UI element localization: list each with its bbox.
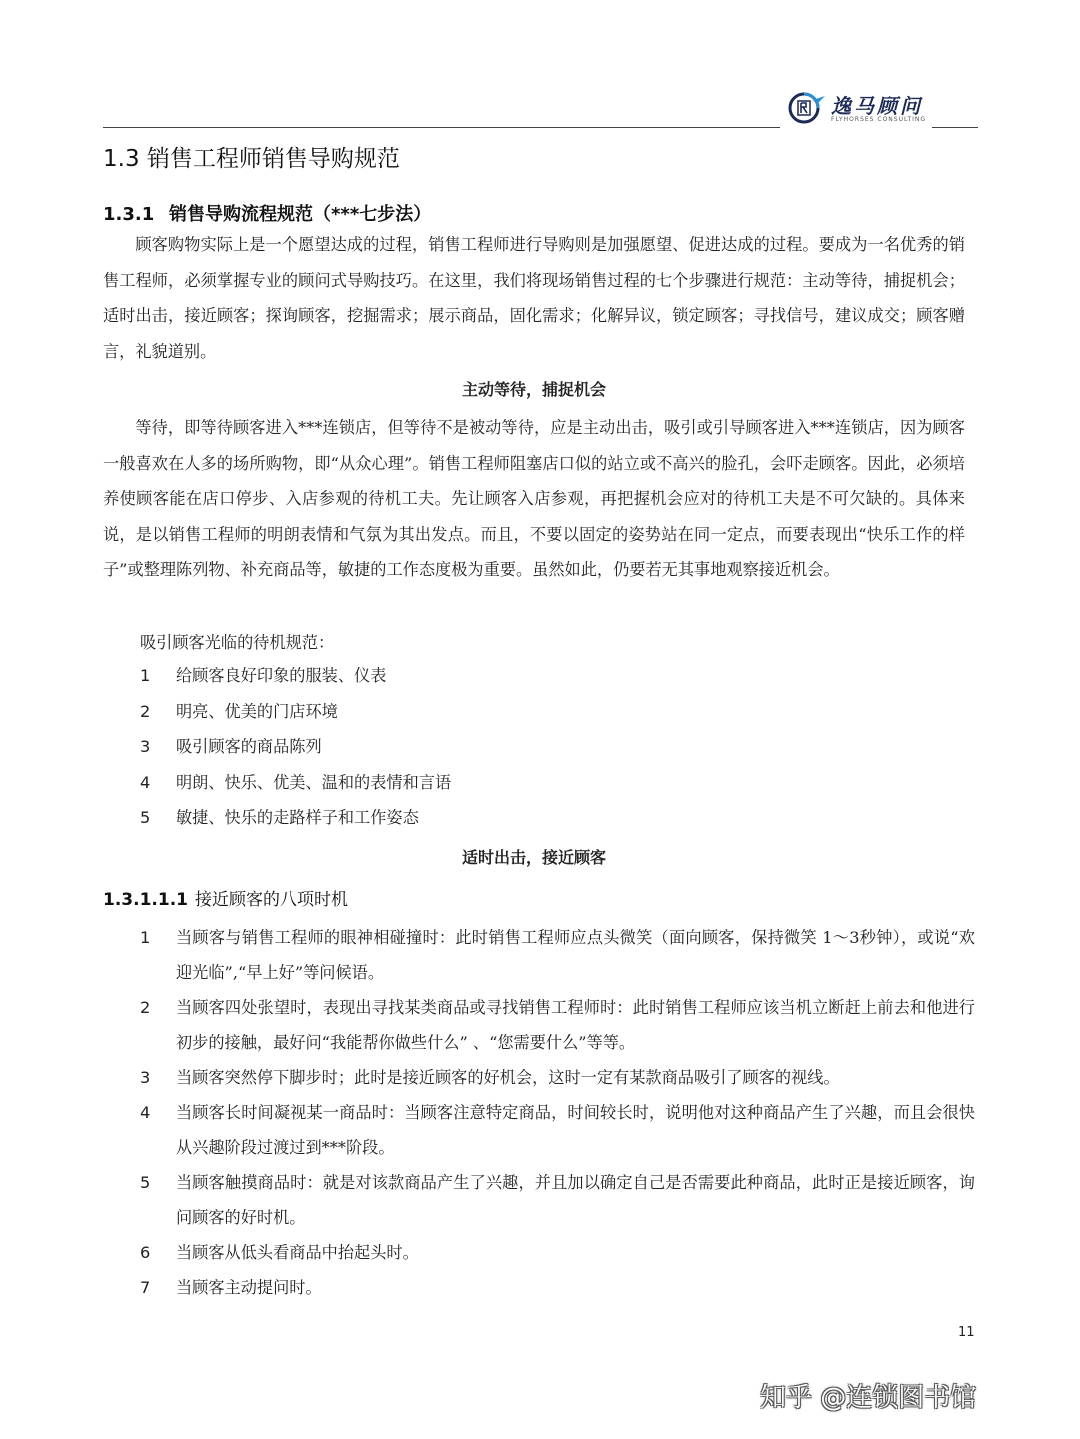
step2-list <box>140 920 975 1305</box>
logo-text: 逸马顾问 <box>831 94 923 118</box>
intro-paragraph: 顾客购物实际上是一个愿望达成的过程，销售工程师进行导购则是加强愿望、促进达成的过程。要成为一名优秀的销售工程师，必须掌握专业的顾问式导购技巧。在这里，我们将现场销售过程的七个步骤进行规范：主动等待，捕捉机会；适时出击，接近顾客；探询顾客，挖掘需求；展示商品，固化需求；化解异议，锁定顾客；寻找信号，建议成交；顾客赠言，礼貌道别。 <box>103 235 965 361</box>
list-item <box>140 1235 975 1270</box>
step2-heading-title: 接近顾客的八项时机 <box>195 890 348 910</box>
list-item <box>140 1060 975 1095</box>
list-item-number: 2 <box>140 701 151 721</box>
section-title: 1.3 销售工程师销售导购规范 <box>103 146 400 172</box>
header-rule-right <box>932 127 978 128</box>
watermark-text: 知乎 @连锁图书馆 <box>760 1383 977 1413</box>
company-logo <box>787 88 937 128</box>
intro-paragraph-block <box>103 227 965 369</box>
logo-subtext: FLYHORSES CONSULTING <box>831 116 927 123</box>
step2-title: 适时出击，接近顾客 <box>461 848 606 867</box>
list-item-number: 2 <box>140 998 151 1017</box>
list-item-number: 4 <box>140 772 151 792</box>
list-item <box>140 658 975 694</box>
list-item-text: 当顾客主动提问时。 <box>176 1278 322 1297</box>
list-item-number: 3 <box>140 737 151 756</box>
step2-heading <box>103 885 348 910</box>
subsection-number: 1.3.1 <box>103 204 155 225</box>
step2-heading-number: 1.3.1.1.1 <box>103 890 188 910</box>
step1-paragraph-block <box>103 410 965 588</box>
page-number: 11 <box>958 1325 975 1340</box>
list-item-text: 当顾客长时间凝视某一商品时：当顾客注意特定商品，时间较长时，说明他对这种商品产生了兴趣，而且会很快从兴趣阶段过渡过到***阶段。 <box>176 1103 975 1157</box>
header-rule-left <box>103 127 780 128</box>
list-item-text: 给顾客良好印象的服装、仪表 <box>176 666 387 685</box>
list-item <box>140 694 975 730</box>
list-item-text: 当顾客从低头看商品中抬起头时。 <box>176 1243 419 1262</box>
list-item <box>140 800 975 836</box>
list-item-number: 4 <box>140 1103 151 1122</box>
list-item-number: 1 <box>140 928 151 947</box>
list-item-number: 1 <box>140 666 151 685</box>
list-item <box>140 920 975 990</box>
list-item-text: 当顾客与销售工程师的眼神相碰撞时：此时销售工程师应点头微笑（面向顾客，保持微笑 1～3秒钟），或说“欢迎光临”,“早上好”等问候语。 <box>176 928 975 982</box>
list-item-text: 当顾客突然停下脚步时；此时是接近顾客的好机会，这时一定有某款商品吸引了顾客的视线。 <box>176 1068 840 1087</box>
list-item <box>140 729 975 765</box>
list-item <box>140 765 975 801</box>
logo-emblem-icon <box>787 90 827 126</box>
list-item <box>140 990 975 1060</box>
list-item <box>140 1165 975 1235</box>
list-item-text: 明朗、快乐、优美、温和的表情和言语 <box>176 772 452 792</box>
step1-list-intro: 吸引顾客光临的待机规范： <box>140 633 335 652</box>
list-item-text: 吸引顾客的商品陈列 <box>176 737 322 756</box>
list-item <box>140 1095 975 1165</box>
list-item-text: 当顾客触摸商品时：就是对该款商品产生了兴趣，并且加以确定自己是否需要此种商品，此时正是接近顾客，询问顾客的好时机。 <box>176 1173 975 1227</box>
subsection-title: 销售导购流程规范（***七步法） <box>169 204 432 225</box>
list-item <box>140 1270 975 1305</box>
list-item-text: 明亮、优美的门店环境 <box>176 701 338 721</box>
list-item-text: 敏捷、快乐的走路样子和工作姿态 <box>176 808 419 827</box>
list-item-text: 当顾客四处张望时，表现出寻找某类商品或寻找销售工程师时：此时销售工程师应该当机立断赶上前去和他进行初步的接触，最好问“我能帮你做些什么” 、“您需要什么”等等。 <box>176 998 975 1052</box>
subsection-heading <box>103 200 431 226</box>
list-item-number: 3 <box>140 1068 151 1087</box>
step1-paragraph: 等待，即等待顾客进入***连锁店，但等待不是被动等待，应是主动出击，吸引或引导顾客进入***连锁店，因为顾客一般喜欢在人多的场所购物，即“从众心理”。销售工程师阻塞店口似的站立或不高兴的脸孔，会吓走顾客。因此，必须培养使顾客能在店口停步、入店参观的待机工夫。先让顾客入店参观，再把握机会应对的待机工夫是不可欠缺的。具体来说，是以销售工程师的明朗表情和气氛为其出发点。而且，不要以固定的姿势站在同一定点，而要表现出“快乐工作的样子”或整理陈列物、补充商品等，敏捷的工作态度极为重要。虽然如此，仍要若无其事地观察接近机会。 <box>103 418 965 579</box>
step1-title: 主动等待，捕捉机会 <box>461 380 606 399</box>
list-item-number: 5 <box>140 808 151 827</box>
step1-list <box>140 658 975 836</box>
list-item-number: 7 <box>140 1278 151 1297</box>
list-item-number: 5 <box>140 1173 151 1192</box>
list-item-number: 6 <box>140 1243 151 1262</box>
